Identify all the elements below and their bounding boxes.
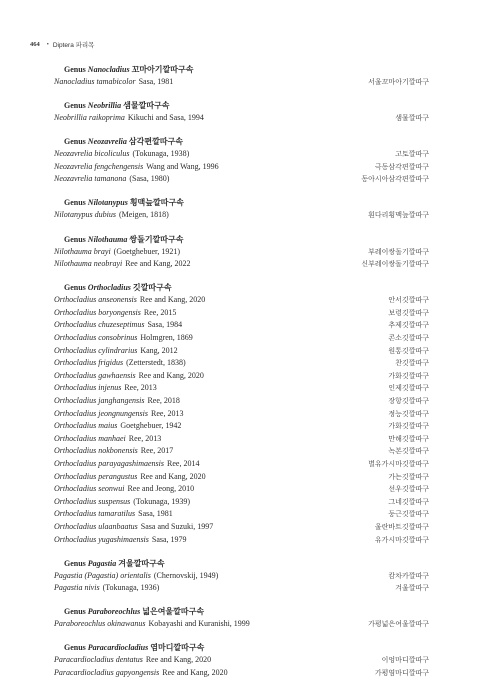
order-name: Diptera 파리목	[52, 42, 95, 49]
genus-group	[54, 558, 429, 595]
genus-heading	[64, 558, 429, 570]
genus-name: Pagastia	[87, 558, 117, 568]
species-korean-name: 유가시마깃깔따구	[374, 535, 429, 544]
species-author: Ree, 2014	[167, 458, 200, 468]
species-korean-name: 선우깃깔따구	[388, 485, 429, 494]
species-author: Ree and Jeong, 2010	[127, 484, 195, 494]
species-author: Ree, 2015	[143, 307, 177, 317]
genus-heading	[64, 197, 429, 209]
species-korean-name: 울란바트깃깔따구	[374, 522, 429, 531]
species-row	[54, 408, 429, 421]
genus-name: Nilotanypus	[87, 198, 128, 208]
species-author: (Tokunaga, 1939)	[133, 496, 190, 506]
species-korean-name: 원통깃깔따구	[388, 346, 429, 355]
genus-korean-name: 꼬마아기깔따구속	[131, 65, 194, 74]
species-korean-name: 인제깃깔따구	[388, 384, 429, 393]
species-row	[54, 76, 429, 89]
species-row	[54, 521, 429, 534]
species-scientific	[54, 332, 193, 345]
species-korean-name: 서울꼬마아기깔따구	[368, 78, 429, 86]
genus-name: Paracardiocladius	[87, 643, 149, 653]
species-name: Orthocladius nokbonensis	[54, 446, 138, 456]
genus-korean-name: 겨울깔따구속	[118, 558, 165, 568]
genus-korean-name: 쌍돌기깔따구속	[129, 234, 184, 244]
genus-label: Genus	[64, 558, 86, 568]
species-scientific	[54, 357, 186, 370]
genus-heading	[64, 642, 429, 654]
species-author: Goetghebuer, 1942	[120, 421, 182, 431]
species-scientific	[54, 370, 204, 383]
species-name: Nilotanypus dubius	[54, 210, 117, 220]
genus-label: Genus	[64, 65, 86, 74]
species-korean-name: 장항깃깔따구	[388, 397, 429, 405]
species-row	[54, 618, 429, 631]
species-name: Orthocladius seonwui	[54, 484, 125, 494]
species-korean-name: 만해깃깔따구	[388, 434, 429, 443]
species-author: Ree and Kang, 2022	[125, 259, 191, 269]
species-korean-name: 정능깃깔따구	[388, 409, 429, 418]
species-scientific	[54, 508, 173, 521]
species-author: (Tokunaga, 1938)	[132, 149, 190, 159]
species-row	[54, 319, 429, 332]
species-author: Kobayashi and Kuranishi, 1999	[148, 619, 250, 629]
species-row	[54, 458, 429, 471]
species-author: Sasa, 1981	[138, 77, 174, 86]
genus-heading	[64, 606, 429, 618]
species-name: Pagastia nivis	[54, 583, 100, 593]
species-scientific	[54, 654, 211, 667]
species-scientific	[54, 395, 180, 408]
species-name: Orthocladius frigidus	[54, 358, 124, 368]
species-author: Sasa, 1984	[147, 320, 183, 330]
species-author: Kikuchi and Sasa, 1994	[127, 113, 204, 123]
genus-heading	[64, 234, 429, 246]
species-name: Paracardiocladius gapyongensis	[54, 668, 160, 677]
species-author: (Meigen, 1818)	[119, 210, 169, 220]
species-row	[54, 357, 429, 370]
species-korean-name: 극동삼각편깔따구	[374, 162, 429, 171]
species-row	[54, 246, 429, 259]
species-row	[54, 294, 429, 307]
species-author: Sasa, 1979	[151, 534, 187, 544]
genus-label: Genus	[64, 283, 86, 293]
species-name: Neobrillia raikoprima	[54, 113, 125, 123]
genus-group	[54, 282, 429, 546]
species-row	[54, 345, 429, 358]
species-scientific	[54, 161, 219, 174]
species-korean-name: 가평넓은여울깔따구	[368, 620, 429, 629]
species-author: (Sasa, 1980)	[129, 174, 170, 184]
species-korean-name: 별유가시마깃깔따구	[368, 459, 429, 468]
species-author: Sasa and Suzuki, 1997	[140, 521, 214, 531]
species-name: Pagastia (Pagastia) orientalis	[54, 570, 151, 580]
species-row	[54, 508, 429, 521]
genus-group	[54, 197, 429, 222]
species-name: Nilothauma neobrayi	[54, 259, 123, 269]
genus-heading	[64, 100, 429, 112]
header-separator: •	[46, 41, 49, 48]
species-name: Orthocladius janghangensis	[54, 396, 145, 405]
species-row	[54, 445, 429, 458]
genus-heading	[64, 136, 429, 148]
species-korean-name: 가화깃깔따구	[388, 422, 429, 431]
species-scientific	[54, 408, 183, 421]
genus-group	[54, 606, 429, 631]
genus-korean-name: 깃깔따구속	[132, 283, 172, 293]
species-name: Nilothauma brayi	[54, 246, 111, 256]
species-name: Orthocladius maius	[54, 421, 118, 431]
species-scientific	[54, 294, 205, 307]
species-korean-name: 부레이쌍돌기깔따구	[368, 247, 429, 256]
species-author: Ree and Kang, 2020	[145, 655, 212, 665]
species-korean-name: 겨울깔따구	[395, 584, 429, 593]
species-name: Orthocladius injenus	[54, 383, 122, 393]
species-name: Neozavrelia tamanona	[54, 174, 127, 184]
species-author: (Goetghebuer, 1921)	[113, 246, 180, 256]
species-korean-name: 녹본깃깔따구	[388, 447, 429, 456]
species-author: Ree and Kang, 2020	[138, 370, 204, 380]
species-author: Ree and Kang, 2020	[139, 295, 206, 305]
genus-group	[54, 136, 429, 186]
species-author: Ree, 2017	[140, 446, 174, 456]
species-checklist	[54, 64, 429, 691]
species-row	[54, 420, 429, 433]
species-korean-name: 그네깃깔따구	[388, 497, 429, 506]
species-korean-name: 추제깃깔따구	[388, 321, 429, 330]
species-name: Orthocladius cylindrarius	[54, 345, 138, 355]
genus-name: Paraboreochlus	[87, 607, 141, 617]
species-korean-name: 둥근깃깔따구	[388, 510, 429, 519]
species-scientific	[54, 382, 157, 395]
genus-group	[54, 100, 429, 125]
species-name: Paraboreochlus okinawanus	[54, 619, 146, 629]
genus-label: Genus	[64, 607, 86, 617]
species-name: Orthocladius consobrinus	[54, 333, 138, 343]
species-author: (Tokunaga, 1936)	[102, 583, 160, 593]
species-name: Orthocladius gawhaensis	[54, 370, 136, 380]
species-scientific	[54, 570, 218, 583]
species-row	[54, 471, 429, 484]
genus-heading	[64, 282, 429, 294]
species-scientific	[54, 246, 180, 259]
page-header	[30, 40, 94, 49]
species-author: Ree, 2018	[147, 396, 180, 405]
species-name: Orthocladius chuzeseptimus	[54, 320, 145, 330]
species-author: Wang and Wang, 1996	[146, 161, 219, 171]
genus-korean-name: 염마디깔따구속	[150, 643, 205, 653]
species-korean-name: 보령깃깔따구	[388, 308, 429, 317]
species-scientific	[54, 112, 204, 125]
species-korean-name: 가평염마디깔따구	[374, 669, 429, 677]
species-row	[54, 332, 429, 345]
species-scientific	[54, 483, 194, 496]
species-name: Orthocladius ulaanbaatus	[54, 521, 138, 531]
species-author: Ree, 2013	[151, 408, 184, 418]
genus-label: Genus	[64, 137, 86, 147]
species-scientific	[54, 258, 191, 271]
species-scientific	[54, 458, 199, 471]
species-author: Ree and Kang, 2020	[162, 668, 228, 677]
species-name: Nanocladius tamabicolor	[54, 77, 136, 86]
genus-name: Nilothauma	[87, 234, 128, 244]
species-row	[54, 112, 429, 125]
species-scientific	[54, 307, 176, 320]
species-scientific	[54, 534, 187, 547]
species-name: Orthocladius anseonensis	[54, 295, 137, 305]
species-scientific	[54, 433, 161, 446]
species-scientific	[54, 148, 189, 161]
species-name: Orthocladius tamaratilus	[54, 509, 136, 519]
genus-name: Nanocladius	[87, 65, 130, 74]
species-row	[54, 433, 429, 446]
genus-name: Orthocladius	[87, 283, 131, 293]
species-name: Orthocladius yugashimaensis	[54, 534, 149, 544]
species-name: Orthocladius jeongnungensis	[54, 408, 148, 418]
species-row	[54, 148, 429, 161]
species-korean-name: 샘물깔따구	[395, 114, 429, 123]
species-scientific	[54, 496, 190, 509]
genus-label: Genus	[64, 198, 86, 208]
species-author: Ree, 2013	[128, 433, 162, 443]
species-row	[54, 582, 429, 595]
species-korean-name: 가는깃깔따구	[388, 472, 429, 481]
genus-label: Genus	[64, 234, 86, 244]
species-author: (Chernovskij, 1949)	[153, 570, 219, 580]
species-korean-name: 이엉마디깔따구	[381, 656, 429, 665]
species-name: Orthocladius suspensus	[54, 496, 131, 506]
species-author: Holmgren, 1869	[140, 333, 193, 343]
species-korean-name: 동아시아삼각편깔따구	[361, 175, 429, 184]
species-row	[54, 395, 429, 408]
species-korean-name: 고토깔따구	[395, 150, 429, 159]
species-scientific	[54, 521, 213, 534]
species-name: Orthocladius manhaei	[54, 433, 126, 443]
genus-label: Genus	[64, 643, 86, 653]
page-number: 464	[30, 41, 40, 48]
species-name: Orthocladius perangustus	[54, 471, 138, 481]
species-row	[54, 258, 429, 271]
species-row	[54, 209, 429, 222]
species-row	[54, 496, 429, 509]
species-row	[54, 370, 429, 383]
species-author: Ree, 2013	[124, 383, 157, 393]
species-scientific	[54, 209, 169, 222]
genus-name: Neozavrelia	[87, 137, 127, 147]
species-row	[54, 534, 429, 547]
species-scientific	[54, 471, 206, 484]
species-scientific	[54, 667, 228, 680]
species-scientific	[54, 319, 182, 332]
genus-korean-name: 삼각편깔따구속	[128, 137, 184, 147]
species-row	[54, 667, 429, 680]
species-author: Ree and Kang, 2020	[140, 471, 206, 481]
genus-group	[54, 234, 429, 271]
species-row	[54, 307, 429, 320]
species-scientific	[54, 345, 178, 358]
species-scientific	[54, 618, 250, 631]
species-name: Neozavrelia bicoliculus	[54, 149, 130, 159]
species-name: Orthocladius boryongensis	[54, 307, 141, 317]
species-scientific	[54, 76, 173, 89]
species-name: Paracardiocladius dentatus	[54, 655, 143, 665]
species-korean-name: 캄차카깔따구	[388, 571, 429, 580]
species-author: (Zetterstedt, 1838)	[126, 358, 186, 368]
species-row	[54, 654, 429, 667]
genus-group	[54, 64, 429, 89]
genus-group	[54, 642, 429, 679]
species-row	[54, 382, 429, 395]
species-name: Orthocladius parayagashimaensis	[54, 458, 164, 468]
species-korean-name: 찬깃깔따구	[395, 359, 429, 368]
species-scientific	[54, 420, 181, 433]
species-scientific	[54, 445, 173, 458]
species-scientific	[54, 173, 169, 186]
species-korean-name: 콘소깃깔따구	[388, 334, 429, 343]
species-row	[54, 173, 429, 186]
genus-korean-name: 횡맥늪깔따구속	[129, 198, 184, 208]
genus-label: Genus	[64, 101, 86, 111]
species-row	[54, 483, 429, 496]
species-korean-name: 흰다리횡맥늪깔따구	[368, 211, 429, 220]
genus-korean-name: 넓은여울깔따구속	[142, 607, 205, 617]
genus-name: Neobrillia	[87, 101, 122, 111]
species-korean-name: 안서깃깔따구	[388, 296, 429, 305]
species-korean-name: 가화깃깔따구	[388, 371, 429, 380]
species-name: Neozavrelia fengchengensis	[54, 161, 144, 171]
species-author: Sasa, 1981	[138, 509, 173, 519]
genus-korean-name: 샘물깔따구속	[123, 101, 170, 111]
species-row	[54, 161, 429, 174]
species-scientific	[54, 582, 159, 595]
species-korean-name: 신부레이쌍돌기깔따구	[361, 260, 429, 269]
genus-heading	[64, 64, 429, 76]
species-author: Kang, 2012	[140, 345, 178, 355]
species-row	[54, 570, 429, 583]
